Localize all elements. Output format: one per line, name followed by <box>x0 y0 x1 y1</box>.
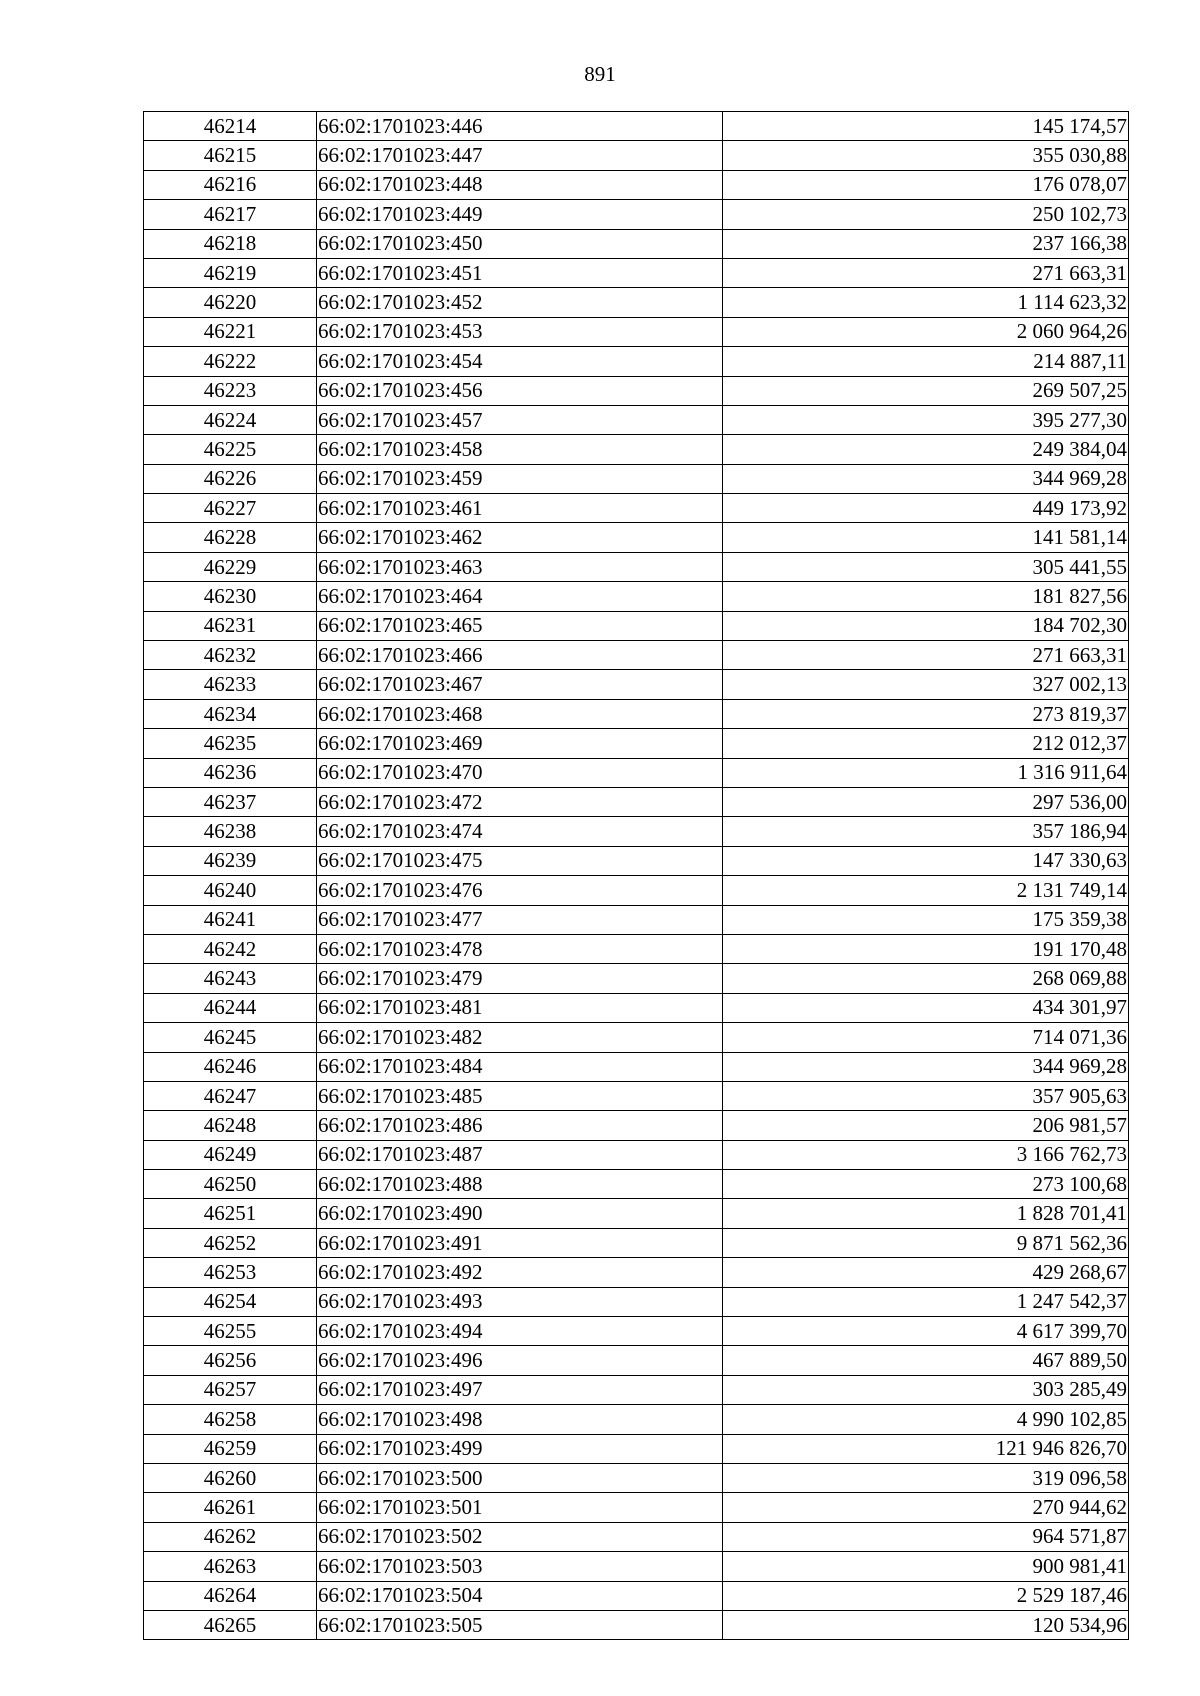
row-number-cell: 46226 <box>144 464 317 493</box>
cadastral-number-cell: 66:02:1701023:451 <box>317 258 723 287</box>
cadastral-number-cell: 66:02:1701023:466 <box>317 641 723 670</box>
table-row <box>144 758 1129 787</box>
table-row <box>144 1052 1129 1081</box>
cadastral-value-cell: 434 301,97 <box>723 993 1129 1022</box>
table-row <box>144 552 1129 581</box>
row-number-cell: 46243 <box>144 964 317 993</box>
table-row <box>144 993 1129 1022</box>
page-number: 891 <box>584 62 616 86</box>
row-number-cell: 46260 <box>144 1463 317 1492</box>
row-number-cell: 46263 <box>144 1552 317 1581</box>
row-number-cell: 46259 <box>144 1434 317 1463</box>
cadastral-number-cell: 66:02:1701023:449 <box>317 200 723 229</box>
cadastral-value-cell: 964 571,87 <box>723 1522 1129 1551</box>
table-row <box>144 582 1129 611</box>
table-row <box>144 494 1129 523</box>
cadastral-value-cell: 237 166,38 <box>723 229 1129 258</box>
cadastral-value-cell: 4 990 102,85 <box>723 1405 1129 1434</box>
cadastral-number-cell: 66:02:1701023:490 <box>317 1199 723 1228</box>
cadastral-value-cell: 176 078,07 <box>723 170 1129 199</box>
row-number-cell: 46220 <box>144 288 317 317</box>
table-row <box>144 1111 1129 1140</box>
cadastral-number-cell: 66:02:1701023:502 <box>317 1522 723 1551</box>
table-row <box>144 787 1129 816</box>
cadastral-number-cell: 66:02:1701023:446 <box>317 112 723 141</box>
cadastral-value-cell: 305 441,55 <box>723 552 1129 581</box>
row-number-cell: 46234 <box>144 699 317 728</box>
cadastral-number-cell: 66:02:1701023:452 <box>317 288 723 317</box>
cadastral-value-cell: 250 102,73 <box>723 200 1129 229</box>
cadastral-value-cell: 271 663,31 <box>723 258 1129 287</box>
table-row <box>144 141 1129 170</box>
row-number-cell: 46239 <box>144 846 317 875</box>
row-number-cell: 46238 <box>144 817 317 846</box>
row-number-cell: 46265 <box>144 1610 317 1639</box>
cadastral-number-cell: 66:02:1701023:497 <box>317 1375 723 1404</box>
row-number-cell: 46262 <box>144 1522 317 1551</box>
cadastral-number-cell: 66:02:1701023:472 <box>317 787 723 816</box>
cadastral-value-cell: 2 060 964,26 <box>723 317 1129 346</box>
table-row <box>144 1375 1129 1404</box>
row-number-cell: 46264 <box>144 1581 317 1610</box>
cadastral-value-cell: 141 581,14 <box>723 523 1129 552</box>
table-row <box>144 1140 1129 1169</box>
cadastral-value-cell: 214 887,11 <box>723 347 1129 376</box>
row-number-cell: 46253 <box>144 1258 317 1287</box>
table-row <box>144 1405 1129 1434</box>
cadastral-value-cell: 145 174,57 <box>723 112 1129 141</box>
cadastral-value-cell: 344 969,28 <box>723 1052 1129 1081</box>
table-row <box>144 288 1129 317</box>
cadastral-value-cell: 357 905,63 <box>723 1081 1129 1110</box>
cadastral-value-cell: 269 507,25 <box>723 376 1129 405</box>
row-number-cell: 46245 <box>144 1023 317 1052</box>
cadastral-value-cell: 1 828 701,41 <box>723 1199 1129 1228</box>
table-row <box>144 699 1129 728</box>
row-number-cell: 46261 <box>144 1493 317 1522</box>
cadastral-value-cell: 249 384,04 <box>723 435 1129 464</box>
cadastral-value-cell: 273 819,37 <box>723 699 1129 728</box>
cadastral-number-cell: 66:02:1701023:488 <box>317 1170 723 1199</box>
cadastral-value-cell: 327 002,13 <box>723 670 1129 699</box>
cadastral-value-cell: 449 173,92 <box>723 494 1129 523</box>
table-row <box>144 1023 1129 1052</box>
row-number-cell: 46247 <box>144 1081 317 1110</box>
cadastral-number-cell: 66:02:1701023:453 <box>317 317 723 346</box>
cadastral-number-cell: 66:02:1701023:479 <box>317 964 723 993</box>
cadastral-value-cell: 212 012,37 <box>723 729 1129 758</box>
cadastral-number-cell: 66:02:1701023:474 <box>317 817 723 846</box>
row-number-cell: 46223 <box>144 376 317 405</box>
table-row <box>144 846 1129 875</box>
table-row <box>144 1317 1129 1346</box>
table-row <box>144 1522 1129 1551</box>
row-number-cell: 46258 <box>144 1405 317 1434</box>
cadastral-value-cell: 303 285,49 <box>723 1375 1129 1404</box>
row-number-cell: 46240 <box>144 876 317 905</box>
row-number-cell: 46242 <box>144 934 317 963</box>
row-number-cell: 46227 <box>144 494 317 523</box>
table-row <box>144 1552 1129 1581</box>
row-number-cell: 46218 <box>144 229 317 258</box>
table-row <box>144 1434 1129 1463</box>
cadastral-number-cell: 66:02:1701023:465 <box>317 611 723 640</box>
row-number-cell: 46244 <box>144 993 317 1022</box>
cadastral-number-cell: 66:02:1701023:505 <box>317 1610 723 1639</box>
row-number-cell: 46249 <box>144 1140 317 1169</box>
cadastral-value-cell: 3 166 762,73 <box>723 1140 1129 1169</box>
row-number-cell: 46219 <box>144 258 317 287</box>
table-row <box>144 1170 1129 1199</box>
cadastral-number-cell: 66:02:1701023:454 <box>317 347 723 376</box>
table-row <box>144 611 1129 640</box>
cadastral-number-cell: 66:02:1701023:457 <box>317 405 723 434</box>
row-number-cell: 46255 <box>144 1317 317 1346</box>
row-number-cell: 46257 <box>144 1375 317 1404</box>
table-body <box>144 112 1129 1640</box>
cadastral-value-cell: 184 702,30 <box>723 611 1129 640</box>
cadastral-value-cell: 120 534,96 <box>723 1610 1129 1639</box>
cadastral-number-cell: 66:02:1701023:448 <box>317 170 723 199</box>
row-number-cell: 46237 <box>144 787 317 816</box>
row-number-cell: 46231 <box>144 611 317 640</box>
row-number-cell: 46246 <box>144 1052 317 1081</box>
cadastral-value-table <box>143 111 1129 1640</box>
table-row <box>144 1346 1129 1375</box>
cadastral-number-cell: 66:02:1701023:496 <box>317 1346 723 1375</box>
table-row <box>144 1228 1129 1257</box>
cadastral-value-cell: 355 030,88 <box>723 141 1129 170</box>
cadastral-value-cell: 273 100,68 <box>723 1170 1129 1199</box>
row-number-cell: 46225 <box>144 435 317 464</box>
cadastral-number-cell: 66:02:1701023:458 <box>317 435 723 464</box>
table-row <box>144 876 1129 905</box>
cadastral-value-cell: 1 247 542,37 <box>723 1287 1129 1316</box>
table-row <box>144 112 1129 141</box>
row-number-cell: 46224 <box>144 405 317 434</box>
table-row <box>144 670 1129 699</box>
table-row <box>144 1081 1129 1110</box>
cadastral-number-cell: 66:02:1701023:484 <box>317 1052 723 1081</box>
row-number-cell: 46235 <box>144 729 317 758</box>
cadastral-value-cell: 181 827,56 <box>723 582 1129 611</box>
row-number-cell: 46236 <box>144 758 317 787</box>
cadastral-number-cell: 66:02:1701023:477 <box>317 905 723 934</box>
cadastral-number-cell: 66:02:1701023:504 <box>317 1581 723 1610</box>
cadastral-value-cell: 714 071,36 <box>723 1023 1129 1052</box>
table-row <box>144 1258 1129 1287</box>
table-row <box>144 1463 1129 1492</box>
cadastral-value-cell: 121 946 826,70 <box>723 1434 1129 1463</box>
row-number-cell: 46229 <box>144 552 317 581</box>
cadastral-number-cell: 66:02:1701023:450 <box>317 229 723 258</box>
cadastral-number-cell: 66:02:1701023:500 <box>317 1463 723 1492</box>
table-row <box>144 1581 1129 1610</box>
cadastral-value-cell: 191 170,48 <box>723 934 1129 963</box>
cadastral-number-cell: 66:02:1701023:456 <box>317 376 723 405</box>
table-row <box>144 934 1129 963</box>
cadastral-number-cell: 66:02:1701023:487 <box>317 1140 723 1169</box>
row-number-cell: 46215 <box>144 141 317 170</box>
cadastral-number-cell: 66:02:1701023:462 <box>317 523 723 552</box>
cadastral-value-cell: 900 981,41 <box>723 1552 1129 1581</box>
cadastral-value-cell: 1 316 911,64 <box>723 758 1129 787</box>
cadastral-value-cell: 9 871 562,36 <box>723 1228 1129 1257</box>
cadastral-value-cell: 297 536,00 <box>723 787 1129 816</box>
table-row <box>144 964 1129 993</box>
table-row <box>144 405 1129 434</box>
cadastral-number-cell: 66:02:1701023:459 <box>317 464 723 493</box>
cadastral-number-cell: 66:02:1701023:481 <box>317 993 723 1022</box>
row-number-cell: 46251 <box>144 1199 317 1228</box>
cadastral-number-cell: 66:02:1701023:464 <box>317 582 723 611</box>
row-number-cell: 46248 <box>144 1111 317 1140</box>
row-number-cell: 46228 <box>144 523 317 552</box>
table-row <box>144 1199 1129 1228</box>
table-row <box>144 229 1129 258</box>
cadastral-value-cell: 429 268,67 <box>723 1258 1129 1287</box>
table-row <box>144 1287 1129 1316</box>
cadastral-number-cell: 66:02:1701023:498 <box>317 1405 723 1434</box>
table-row <box>144 523 1129 552</box>
table-row <box>144 1610 1129 1639</box>
row-number-cell: 46222 <box>144 347 317 376</box>
cadastral-value-cell: 175 359,38 <box>723 905 1129 934</box>
cadastral-value-cell: 2 131 749,14 <box>723 876 1129 905</box>
row-number-cell: 46217 <box>144 200 317 229</box>
cadastral-number-cell: 66:02:1701023:486 <box>317 1111 723 1140</box>
cadastral-number-cell: 66:02:1701023:493 <box>317 1287 723 1316</box>
table-row <box>144 435 1129 464</box>
cadastral-number-cell: 66:02:1701023:492 <box>317 1258 723 1287</box>
cadastral-number-cell: 66:02:1701023:478 <box>317 934 723 963</box>
table-row <box>144 317 1129 346</box>
table-row <box>144 170 1129 199</box>
cadastral-number-cell: 66:02:1701023:482 <box>317 1023 723 1052</box>
cadastral-value-cell: 357 186,94 <box>723 817 1129 846</box>
table-row <box>144 347 1129 376</box>
cadastral-value-cell: 270 944,62 <box>723 1493 1129 1522</box>
cadastral-value-cell: 206 981,57 <box>723 1111 1129 1140</box>
cadastral-value-cell: 147 330,63 <box>723 846 1129 875</box>
cadastral-number-cell: 66:02:1701023:470 <box>317 758 723 787</box>
cadastral-value-cell: 2 529 187,46 <box>723 1581 1129 1610</box>
table-row <box>144 376 1129 405</box>
cadastral-value-cell: 319 096,58 <box>723 1463 1129 1492</box>
row-number-cell: 46233 <box>144 670 317 699</box>
table-row <box>144 905 1129 934</box>
table-row <box>144 464 1129 493</box>
row-number-cell: 46232 <box>144 641 317 670</box>
cadastral-value-cell: 395 277,30 <box>723 405 1129 434</box>
cadastral-number-cell: 66:02:1701023:447 <box>317 141 723 170</box>
cadastral-number-cell: 66:02:1701023:476 <box>317 876 723 905</box>
table-row <box>144 729 1129 758</box>
cadastral-number-cell: 66:02:1701023:467 <box>317 670 723 699</box>
cadastral-number-cell: 66:02:1701023:491 <box>317 1228 723 1257</box>
cadastral-number-cell: 66:02:1701023:475 <box>317 846 723 875</box>
cadastral-value-cell: 1 114 623,32 <box>723 288 1129 317</box>
cadastral-value-cell: 4 617 399,70 <box>723 1317 1129 1346</box>
table-row <box>144 200 1129 229</box>
row-number-cell: 46256 <box>144 1346 317 1375</box>
cadastral-number-cell: 66:02:1701023:461 <box>317 494 723 523</box>
row-number-cell: 46250 <box>144 1170 317 1199</box>
cadastral-number-cell: 66:02:1701023:468 <box>317 699 723 728</box>
table-row <box>144 817 1129 846</box>
cadastral-value-cell: 271 663,31 <box>723 641 1129 670</box>
cadastral-value-cell: 344 969,28 <box>723 464 1129 493</box>
table-row <box>144 641 1129 670</box>
cadastral-number-cell: 66:02:1701023:494 <box>317 1317 723 1346</box>
row-number-cell: 46221 <box>144 317 317 346</box>
row-number-cell: 46241 <box>144 905 317 934</box>
table-row <box>144 1493 1129 1522</box>
cadastral-number-cell: 66:02:1701023:499 <box>317 1434 723 1463</box>
row-number-cell: 46214 <box>144 112 317 141</box>
cadastral-value-cell: 467 889,50 <box>723 1346 1129 1375</box>
table-row <box>144 258 1129 287</box>
cadastral-number-cell: 66:02:1701023:469 <box>317 729 723 758</box>
cadastral-number-cell: 66:02:1701023:503 <box>317 1552 723 1581</box>
cadastral-number-cell: 66:02:1701023:485 <box>317 1081 723 1110</box>
row-number-cell: 46252 <box>144 1228 317 1257</box>
cadastral-number-cell: 66:02:1701023:501 <box>317 1493 723 1522</box>
row-number-cell: 46230 <box>144 582 317 611</box>
cadastral-value-cell: 268 069,88 <box>723 964 1129 993</box>
cadastral-number-cell: 66:02:1701023:463 <box>317 552 723 581</box>
row-number-cell: 46254 <box>144 1287 317 1316</box>
row-number-cell: 46216 <box>144 170 317 199</box>
